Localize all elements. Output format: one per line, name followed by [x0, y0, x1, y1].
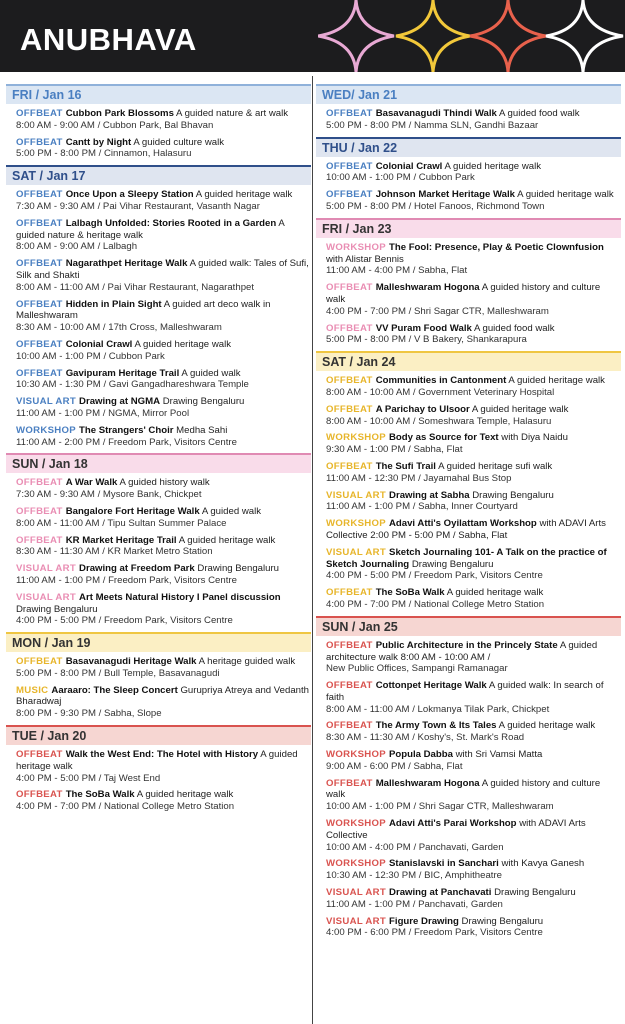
day-section [6, 725, 311, 813]
event-category: OFFBEAT [326, 375, 373, 387]
event-item [326, 282, 621, 317]
event-category: OFFBEAT [16, 505, 63, 517]
event-title: Figure Drawing [389, 915, 459, 927]
event-title: Johnson Market Heritage Walk [375, 189, 516, 201]
event-item [16, 108, 311, 132]
event-description: A guided food walk [499, 108, 580, 119]
event-time-venue: 5:00 PM - 8:00 PM / Namma SLN, Gandhi Bazaar [326, 119, 539, 131]
event-title: A Parichay to Ulsoor [375, 403, 470, 415]
event-title: Communities in Cantonment [375, 375, 507, 387]
day-section [6, 165, 311, 448]
event-description: Drawing Bengaluru [411, 558, 494, 570]
event-description: A guided walk: Tales of Sufi, Silk and Shakti [16, 258, 309, 281]
red-sparkle-icon [470, 0, 546, 72]
event-item [326, 461, 621, 485]
event-category: OFFBEAT [16, 477, 63, 489]
event-title: Cantt by Night [65, 136, 132, 148]
event-time-venue: 8:00 AM - 9:00 AM / Cubbon Park, Bal Bhavan [16, 119, 214, 131]
event-category: OFFBEAT [16, 258, 63, 270]
event-category: OFFBEAT [16, 656, 63, 668]
event-description: A guided food walk [473, 322, 555, 334]
event-category: VISUAL ART [16, 563, 77, 575]
event-title: Colonial Crawl [375, 160, 443, 172]
event-item [326, 587, 621, 611]
event-time-venue: 11:00 AM - 2:00 PM / Freedom Park, Visitors Centre [16, 436, 237, 448]
event-title: Malleshwaram Hogona [375, 777, 480, 789]
day-section [316, 616, 621, 940]
day-header: SUN / Jan 18 [6, 453, 311, 473]
event-item [326, 189, 621, 213]
event-description: A guided walk: In search of faith [326, 680, 604, 703]
event-description: Gurupriya Atreya and Vedanth Bharadwaj [16, 684, 309, 708]
event-description: A guided heritage walk [134, 338, 232, 350]
event-time-venue: 7:30 AM - 9:30 AM / Mysore Bank, Chickpet [16, 489, 202, 501]
event-category: WORKSHOP [326, 241, 386, 253]
event-category: MUSIC [16, 684, 49, 696]
event-item [16, 535, 311, 559]
event-title: Bangalore Fort Heritage Walk [65, 505, 200, 517]
event-description: Drawing Bengaluru [16, 603, 98, 615]
event-description: A guided heritage walk [444, 160, 542, 172]
event-category: OFFBEAT [16, 367, 63, 379]
event-title: Stanislavski in Sanchari [388, 858, 499, 870]
event-item [326, 640, 621, 675]
event-title: Nagarathpet Heritage Walk [65, 258, 188, 270]
left-column [6, 84, 311, 818]
event-category: OFFBEAT [16, 108, 63, 119]
event-category: VISUAL ART [16, 591, 77, 603]
event-title: Malleshwaram Hogona [375, 282, 480, 294]
event-time-venue: 8:00 AM - 10:00 AM / Someshwara Temple, Halasuru [326, 415, 552, 427]
event-title: Basavanagudi Thindi Walk [375, 108, 497, 119]
event-item [326, 161, 621, 185]
event-description: A guided history walk [119, 477, 210, 489]
event-item [16, 506, 311, 530]
right-column [316, 84, 621, 944]
event-time-venue: 8:00 PM - 9:30 PM / Sabha, Slope [16, 708, 162, 720]
event-title: Art Meets Natural History I Panel discussion [79, 591, 281, 603]
event-description: A guided architecture walk 8:00 AM - 10:00 AM / [326, 639, 598, 663]
event-time-venue: 9:00 AM - 6:00 PM / Sabha, Flat [326, 760, 463, 772]
event-title: Drawing at Sabha [389, 489, 470, 501]
day-header: FRI / Jan 23 [316, 218, 621, 238]
event-description: A guided heritage walk [446, 587, 544, 599]
day-header: SAT / Jan 17 [6, 165, 311, 185]
event-description: Drawing Bengaluru [472, 489, 554, 501]
event-item [16, 656, 311, 680]
event-category: OFFBEAT [326, 282, 373, 294]
event-item [326, 916, 621, 940]
event-category: OFFBEAT [326, 587, 373, 599]
event-item [16, 299, 311, 334]
event-description: A heritage guided walk [198, 656, 296, 668]
event-description: A guided heritage walk [498, 720, 596, 732]
event-title: Colonial Crawl [65, 338, 133, 350]
event-category: OFFBEAT [326, 322, 373, 334]
event-title: The SoBa Walk [65, 789, 135, 801]
event-title: Basavanagudi Heritage Walk [65, 656, 197, 668]
event-category: WORKSHOP [326, 858, 386, 870]
event-title: Cubbon Park Blossoms [65, 108, 174, 119]
day-section [316, 137, 621, 213]
event-title: KR Market Heritage Trail [65, 534, 177, 546]
event-item [16, 749, 311, 784]
event-description: with Alistar Bennis [326, 253, 404, 265]
white-sparkle-icon [546, 0, 623, 72]
event-category: OFFBEAT [16, 534, 63, 546]
event-title: The SoBa Walk [375, 587, 445, 599]
day-section [6, 453, 311, 627]
event-category: OFFBEAT [326, 460, 373, 472]
event-item [326, 375, 621, 399]
event-time-venue: 8:00 AM - 10:00 AM / Government Veterinary Hospital [326, 386, 555, 398]
event-time-venue: 8:00 AM - 11:00 AM / Lokmanya Tilak Park, Chickpet [326, 703, 550, 715]
event-category: OFFBEAT [326, 108, 373, 119]
event-description: Drawing Bengaluru [461, 915, 544, 927]
pink-sparkle-icon [318, 0, 394, 72]
event-category: OFFBEAT [16, 189, 63, 201]
event-time-venue: 10:00 AM - 1:00 PM / Cubbon Park [326, 172, 475, 184]
event-time-venue: 11:00 AM - 1:00 PM / Freedom Park, Visitors Centre [16, 574, 237, 586]
event-description: A guided art deco walk in Malleshwaram [16, 298, 271, 322]
event-time-venue: 8:00 AM - 11:00 AM / Tipu Sultan Summer Palace [16, 517, 227, 529]
event-description: A guided culture walk [133, 136, 225, 148]
event-category: OFFBEAT [326, 160, 373, 172]
day-header: MON / Jan 19 [6, 632, 311, 652]
event-item [326, 547, 621, 582]
event-title: Lalbagh Unfolded: Stories Rooted in a Garden [65, 217, 277, 229]
event-title: The Army Town & Its Tales [375, 720, 497, 732]
event-item [326, 323, 621, 347]
event-category: OFFBEAT [326, 639, 373, 651]
event-time-venue: 8:30 AM - 10:00 AM / 17th Cross, Malleshwaram [16, 322, 222, 334]
event-category: OFFBEAT [326, 777, 373, 789]
event-item [326, 404, 621, 428]
event-item [16, 789, 311, 813]
event-time-venue: 5:00 PM - 8:00 PM / Bull Temple, Basavanagudi [16, 667, 220, 679]
event-item [16, 218, 311, 253]
event-title: VV Puram Food Walk [375, 322, 472, 334]
event-time-venue: 5:00 PM - 8:00 PM / V B Bakery, Shankarapura [326, 334, 527, 346]
event-item [16, 396, 311, 420]
event-category: OFFBEAT [16, 217, 63, 229]
sparkle-stars-icon [318, 0, 625, 72]
event-description: with Kavya Ganesh [501, 858, 585, 870]
day-header: SUN / Jan 25 [316, 616, 621, 636]
event-description: A guided heritage walk [178, 534, 276, 546]
event-description: with ADAVI Arts Collective [326, 818, 586, 841]
event-description: Drawing Bengaluru [162, 396, 245, 408]
event-time-venue: 8:00 AM - 11:00 AM / Pai Vihar Restaurant, Nagarathpet [16, 281, 255, 293]
yellow-sparkle-icon [396, 0, 470, 72]
event-title: The Strangers' Choir [78, 424, 174, 436]
event-title: Sketch Journaling 101- A Talk on the practice of Sketch Journaling [326, 546, 607, 570]
day-section [316, 84, 621, 132]
brand-title: ANUBHAVA [20, 22, 197, 57]
event-title: Public Architecture in the Princely State [375, 639, 558, 651]
event-category: OFFBEAT [16, 298, 63, 310]
event-description: A guided history and culture walk [326, 777, 601, 801]
event-description: A guided heritage walk [471, 403, 569, 415]
day-header: SAT / Jan 24 [316, 351, 621, 371]
event-time-venue: 11:00 AM - 12:30 PM / Jayamahal Bus Stop [326, 472, 512, 484]
event-time-venue: New Public Offices, Sampangi Ramanagar [326, 663, 508, 675]
event-time-venue: 11:00 AM - 1:00 PM / Sabha, Inner Courtyard [326, 501, 518, 513]
event-time-venue: 4:00 PM - 6:00 PM / Freedom Park, Visitors Centre [326, 927, 543, 939]
event-time-venue: 11:00 AM - 1:00 PM / Panchavati, Garden [326, 898, 503, 910]
event-description: Medha Sahi [176, 424, 228, 436]
event-time-venue: 8:30 AM - 11:30 AM / Koshy's, St. Mark's Road [326, 732, 525, 744]
day-header: TUE / Jan 20 [6, 725, 311, 745]
event-item [326, 490, 621, 514]
event-description: A guided heritage sufi walk [438, 460, 553, 472]
event-category: WORKSHOP [326, 749, 386, 761]
event-title: Drawing at Freedom Park [79, 563, 195, 575]
event-title: Drawing at Panchavati [389, 887, 492, 899]
event-description: A guided nature & art walk [176, 108, 289, 119]
event-item [326, 749, 621, 773]
event-item [326, 518, 621, 542]
day-header: FRI / Jan 16 [6, 84, 311, 104]
event-item [326, 680, 621, 715]
event-category: OFFBEAT [16, 789, 63, 801]
event-category: OFFBEAT [326, 403, 373, 415]
event-category: VISUAL ART [16, 396, 77, 408]
event-title: Aaraaro: The Sleep Concert [51, 684, 178, 696]
event-title: Adavi Atti's Parai Workshop [388, 818, 517, 830]
event-category: WORKSHOP [326, 432, 386, 444]
event-time-venue: 5:00 PM - 8:00 PM / Cinnamon, Halasuru [16, 148, 192, 160]
event-time-venue: 10:30 AM - 12:30 PM / BIC, Amphitheatre [326, 870, 502, 882]
event-time-venue: 5:00 PM - 8:00 PM / Hotel Fanoos, Richmond Town [326, 200, 545, 212]
event-category: VISUAL ART [326, 489, 387, 501]
schedule-content [0, 84, 625, 1024]
event-time-venue: 8:00 AM - 9:00 AM / Lalbagh [16, 241, 138, 253]
event-item [326, 108, 621, 132]
event-description: A guided nature & heritage walk [16, 217, 285, 241]
event-category: OFFBEAT [16, 749, 63, 761]
event-item [326, 858, 621, 882]
event-description: A guided heritage walk [136, 789, 234, 801]
event-item [16, 189, 311, 213]
event-description: with Sri Vamsi Matta [455, 749, 543, 761]
event-title: Cottonpet Heritage Walk [375, 680, 487, 692]
event-description: A guided heritage walk [517, 189, 614, 201]
event-item [16, 339, 311, 363]
event-time-venue: 10:00 AM - 4:00 PM / Panchavati, Garden [326, 841, 504, 853]
event-description: Drawing Bengaluru [494, 887, 576, 899]
event-title: Hidden in Plain Sight [65, 298, 162, 310]
event-description: with Diya Naidu [501, 432, 568, 444]
event-title: Gavipuram Heritage Trail [65, 367, 180, 379]
event-time-venue: 4:00 PM - 5:00 PM / Freedom Park, Visitors Centre [16, 615, 233, 627]
event-time-venue: 10:00 AM - 1:00 PM / Shri Sagar CTR, Malleshwaram [326, 801, 554, 813]
event-item [16, 137, 311, 161]
event-time-venue: 8:30 AM - 11:30 AM / KR Market Metro Station [16, 546, 213, 558]
day-section [6, 632, 311, 720]
event-title: Drawing at NGMA [79, 396, 161, 408]
event-time-venue: 4:00 PM - 7:00 PM / Shri Sagar CTR, Malleshwaram [326, 305, 549, 317]
day-header: WED/ Jan 21 [316, 84, 621, 104]
event-time-venue: 4:00 PM - 5:00 PM / Taj West End [16, 772, 161, 784]
event-time-venue: 4:00 PM - 5:00 PM / Freedom Park, Visitors Centre [326, 570, 543, 582]
event-category: VISUAL ART [326, 546, 387, 558]
event-time-venue: 9:30 AM - 1:00 PM / Sabha, Flat [326, 444, 463, 456]
event-item [16, 563, 311, 587]
event-category: OFFBEAT [326, 189, 373, 201]
event-item [326, 242, 621, 277]
event-time-venue: 10:30 AM - 1:30 PM / Gavi Gangadhareshwara Temple [16, 379, 249, 391]
event-description: A guided heritage walk [508, 375, 605, 387]
event-item [326, 720, 621, 744]
day-section [316, 351, 621, 611]
event-description: A guided heritage walk [16, 749, 298, 772]
event-time-venue: 11:00 AM - 1:00 PM / NGMA, Mirror Pool [16, 407, 190, 419]
day-header: THU / Jan 22 [316, 137, 621, 157]
event-description: A guided history and culture walk [326, 282, 601, 305]
event-category: OFFBEAT [16, 136, 63, 148]
event-item [16, 368, 311, 392]
event-description: A guided heritage walk [195, 189, 293, 201]
day-section [6, 84, 311, 160]
event-item [16, 592, 311, 627]
event-title: Adavi Atti's Oyilattam Workshop [388, 518, 537, 530]
event-item [16, 477, 311, 501]
event-category: WORKSHOP [326, 818, 386, 830]
header-banner [0, 0, 625, 72]
event-time-venue: 7:30 AM - 9:30 AM / Pai Vihar Restaurant, Vasanth Nagar [16, 200, 260, 212]
event-title: Body as Source for Text [388, 432, 499, 444]
event-category: VISUAL ART [326, 887, 387, 899]
event-title: Walk the West End: The Hotel with History [65, 749, 259, 761]
event-description: A guided walk [201, 505, 262, 517]
event-time-venue: 10:00 AM - 1:00 PM / Cubbon Park [16, 350, 165, 362]
event-title: The Fool: Presence, Play & Poetic Clownfusion [388, 241, 604, 253]
event-title: Popula Dabba [388, 749, 453, 761]
event-category: OFFBEAT [326, 680, 373, 692]
event-category: WORKSHOP [16, 424, 76, 436]
event-item [326, 887, 621, 911]
event-category: OFFBEAT [16, 338, 63, 350]
event-time-venue: 4:00 PM - 7:00 PM / National College Metro Station [16, 801, 235, 813]
event-category: VISUAL ART [326, 915, 387, 927]
event-item [16, 425, 311, 449]
event-description: A guided walk [181, 367, 241, 379]
event-item [16, 258, 311, 293]
event-title: The Sufi Trail [375, 460, 436, 472]
event-title: A War Walk [65, 477, 118, 489]
day-section [316, 218, 621, 346]
event-category: WORKSHOP [326, 518, 386, 530]
event-title: Once Upon a Sleepy Station [65, 189, 194, 201]
event-time-venue: 11:00 AM - 4:00 PM / Sabha, Flat [326, 265, 468, 277]
event-description: with ADAVI Arts Collective 2:00 PM - 5:00 PM / Sabha, Flat [326, 518, 606, 541]
event-item [326, 778, 621, 813]
event-description: Drawing Bengaluru [197, 563, 280, 575]
event-item [16, 685, 311, 720]
event-category: OFFBEAT [326, 720, 373, 732]
event-item [326, 432, 621, 456]
event-item [326, 818, 621, 853]
event-time-venue: 4:00 PM - 7:00 PM / National College Metro Station [326, 598, 545, 610]
